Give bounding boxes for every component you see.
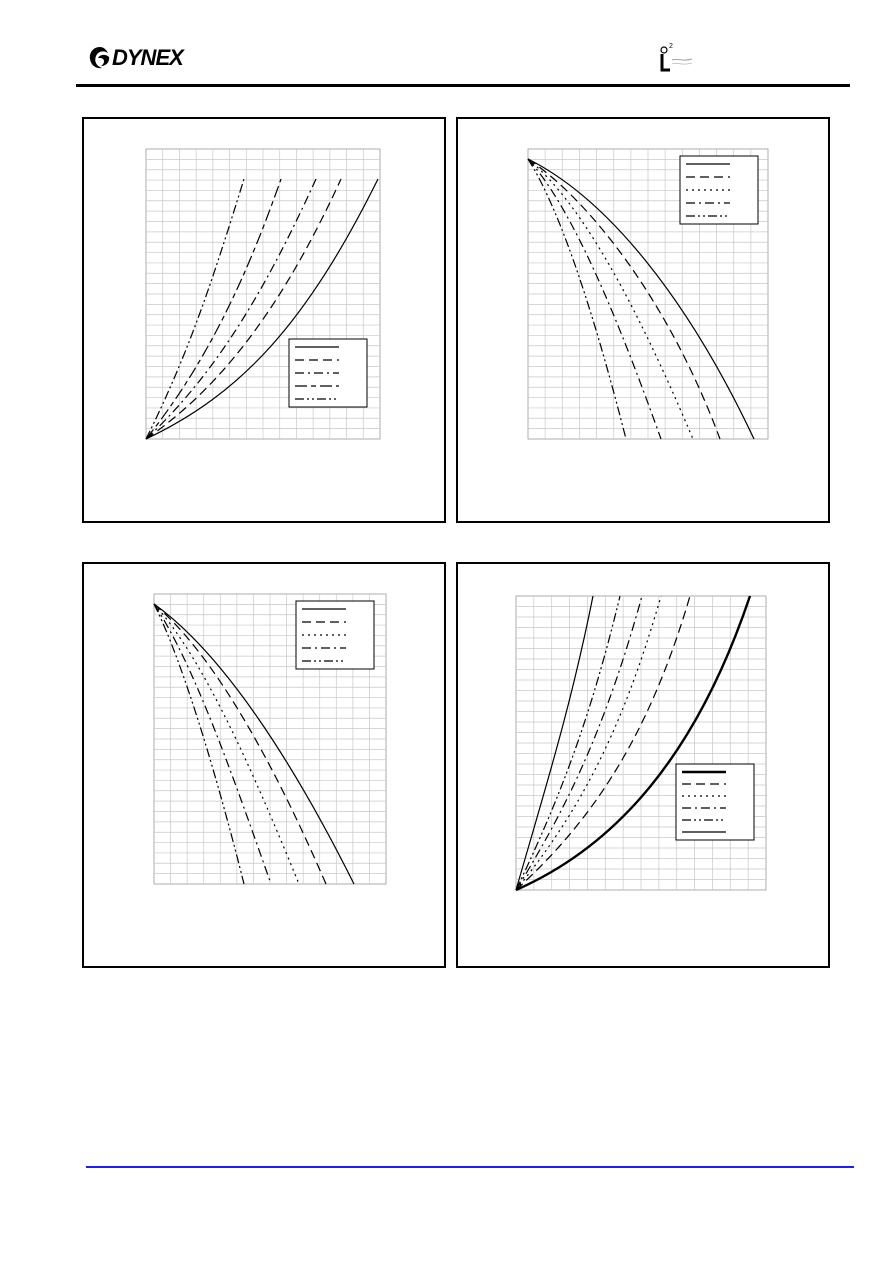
certification-mark-icon bbox=[656, 40, 702, 74]
dynex-swirl-icon bbox=[88, 44, 112, 72]
series-line-4 bbox=[146, 179, 281, 439]
plot-area bbox=[516, 596, 766, 890]
header-divider bbox=[76, 84, 850, 87]
legend-box bbox=[680, 156, 758, 224]
chart-panel-4 bbox=[456, 562, 830, 968]
chart-4 bbox=[458, 564, 832, 970]
chart-legend bbox=[289, 339, 367, 407]
chart-2 bbox=[458, 119, 832, 525]
brand-name: DYNEX bbox=[112, 45, 183, 70]
chart-legend bbox=[676, 764, 754, 840]
footer-divider bbox=[86, 1166, 854, 1168]
chart-panel-2 bbox=[456, 117, 830, 523]
chart-3 bbox=[84, 564, 448, 970]
chart-1 bbox=[84, 119, 448, 525]
chart-legend bbox=[680, 156, 758, 224]
chart-panel-3 bbox=[82, 562, 446, 968]
brand-logo bbox=[88, 44, 204, 72]
svg-text:2: 2 bbox=[669, 43, 673, 50]
chart-legend bbox=[296, 601, 374, 669]
legend-box bbox=[676, 764, 754, 840]
legend-box bbox=[296, 601, 374, 669]
chart-panel-1 bbox=[82, 117, 446, 523]
